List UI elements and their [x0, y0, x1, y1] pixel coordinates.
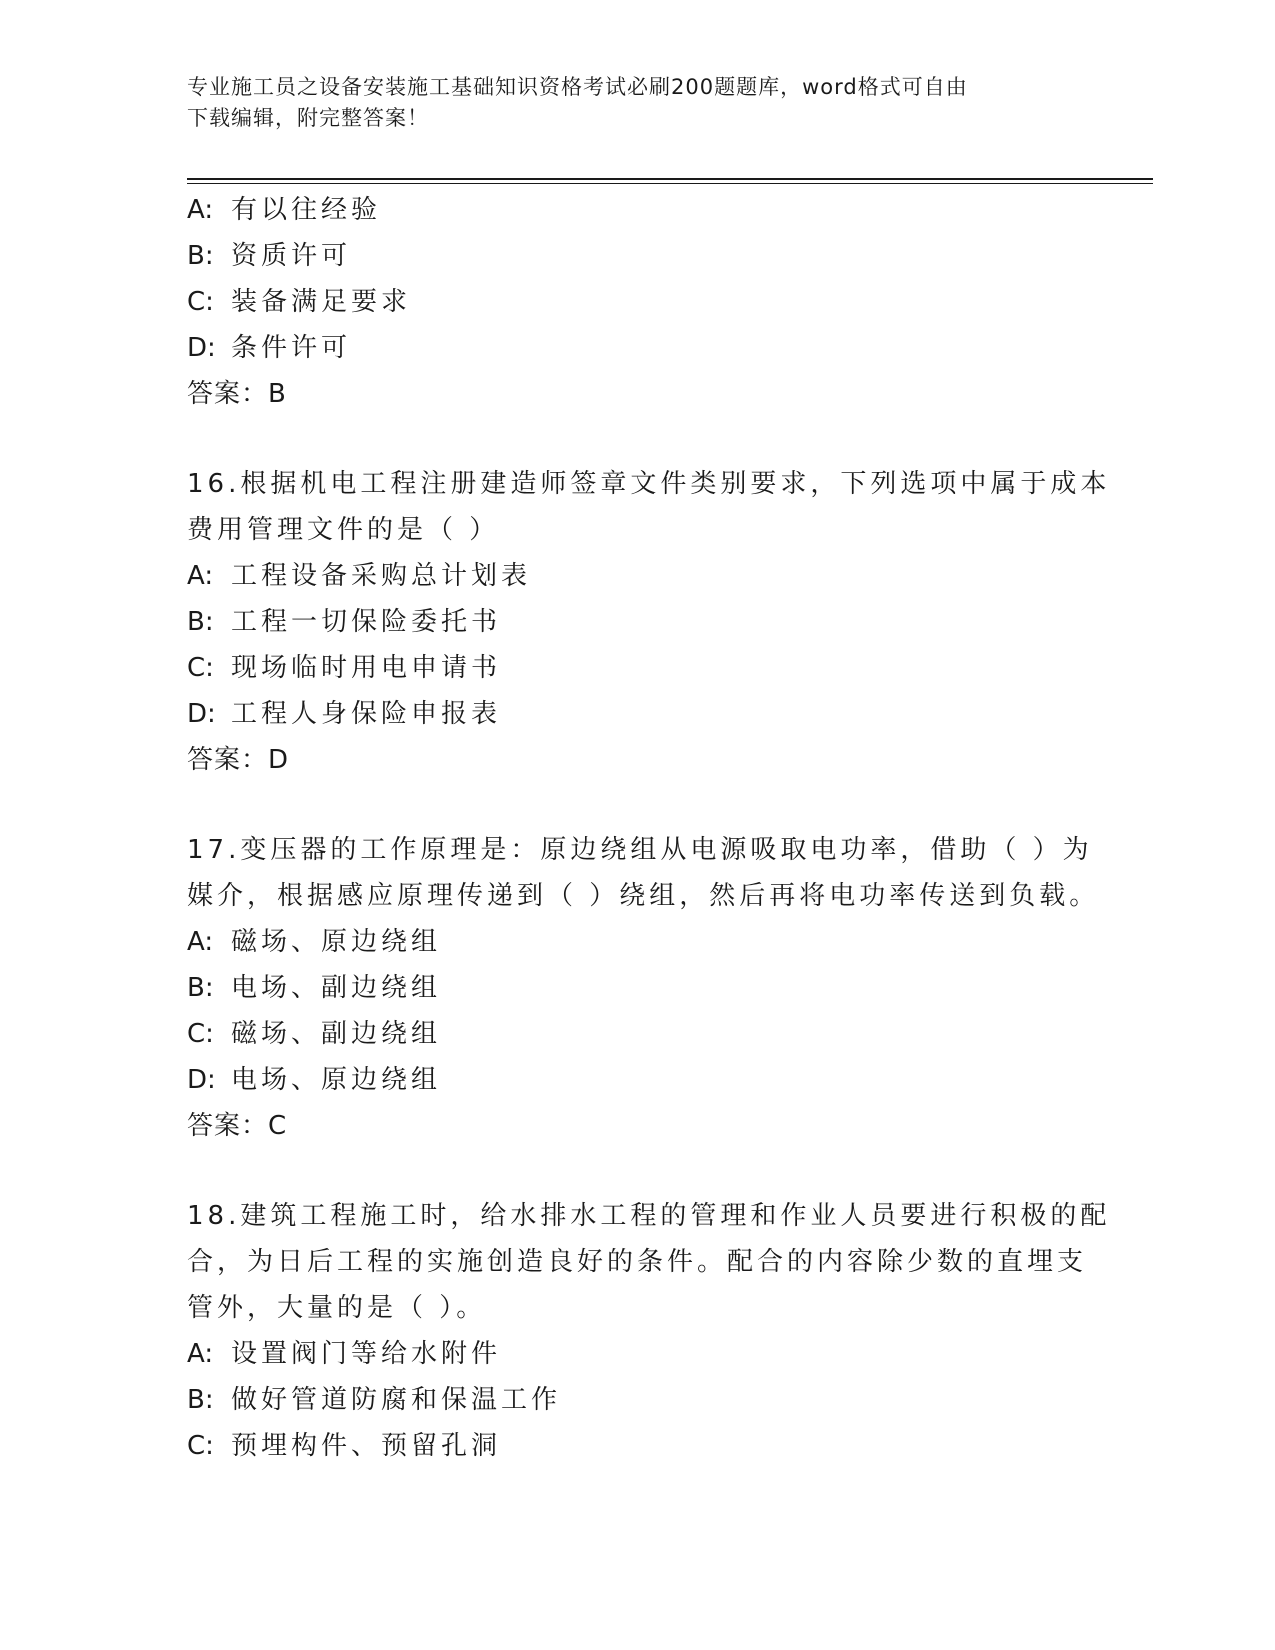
question-text: 管外，大量的是（ ）。: [187, 1293, 487, 1323]
header-rule-thin: [187, 183, 1153, 184]
header-rule-thick: [187, 178, 1153, 180]
header-line-1: 专业施工员之设备安装施工基础知识资格考试必刷200题题库，word格式可自由: [187, 75, 968, 99]
option-d: D: 电场、原边绕组: [187, 1065, 442, 1095]
option-d: D: 工程人身保险申报表: [187, 699, 502, 729]
question-list: [187, 187, 1111, 1469]
header-line-2: 下载编辑，附完整答案！: [187, 106, 429, 130]
question-18: [187, 1193, 1111, 1469]
answer: 答案：C: [187, 1111, 288, 1141]
option-b: B: 工程一切保险委托书: [187, 607, 502, 637]
document-header: [187, 72, 1067, 134]
answer: 答案：D: [187, 745, 290, 775]
question-text: 费用管理文件的是（ ）: [187, 515, 500, 545]
question-text: 17.变压器的工作原理是：原边绕组从电源吸取电功率，借助（ ）为: [187, 835, 1093, 865]
option-a: A: 工程设备采购总计划表: [187, 561, 532, 591]
question-16: [187, 461, 1111, 783]
option-b: B: 资质许可: [187, 241, 352, 271]
option-b: B: 做好管道防腐和保温工作: [187, 1385, 562, 1415]
question-15-options: [187, 187, 1087, 417]
option-d: D: 条件许可: [187, 333, 352, 363]
option-a: A: 磁场、原边绕组: [187, 927, 442, 957]
option-a: A: 设置阀门等给水附件: [187, 1339, 502, 1369]
option-c: C: 磁场、副边绕组: [187, 1019, 442, 1049]
option-c: C: 现场临时用电申请书: [187, 653, 502, 683]
question-text: 16.根据机电工程注册建造师签章文件类别要求，下列选项中属于成本: [187, 469, 1111, 499]
question-text: 媒介，根据感应原理传递到（ ）绕组，然后再将电功率传送到负载。: [187, 881, 1100, 911]
option-a: A: 有以往经验: [187, 195, 382, 225]
question-17: [187, 827, 1100, 1149]
option-c: C: 预埋构件、预留孔洞: [187, 1431, 502, 1461]
answer: 答案：B: [187, 379, 287, 409]
question-text: 合，为日后工程的实施创造良好的条件。配合的内容除少数的直埋支: [187, 1247, 1088, 1277]
option-b: B: 电场、副边绕组: [187, 973, 442, 1003]
option-c: C: 装备满足要求: [187, 287, 412, 317]
question-text: 18.建筑工程施工时，给水排水工程的管理和作业人员要进行积极的配: [187, 1201, 1111, 1231]
